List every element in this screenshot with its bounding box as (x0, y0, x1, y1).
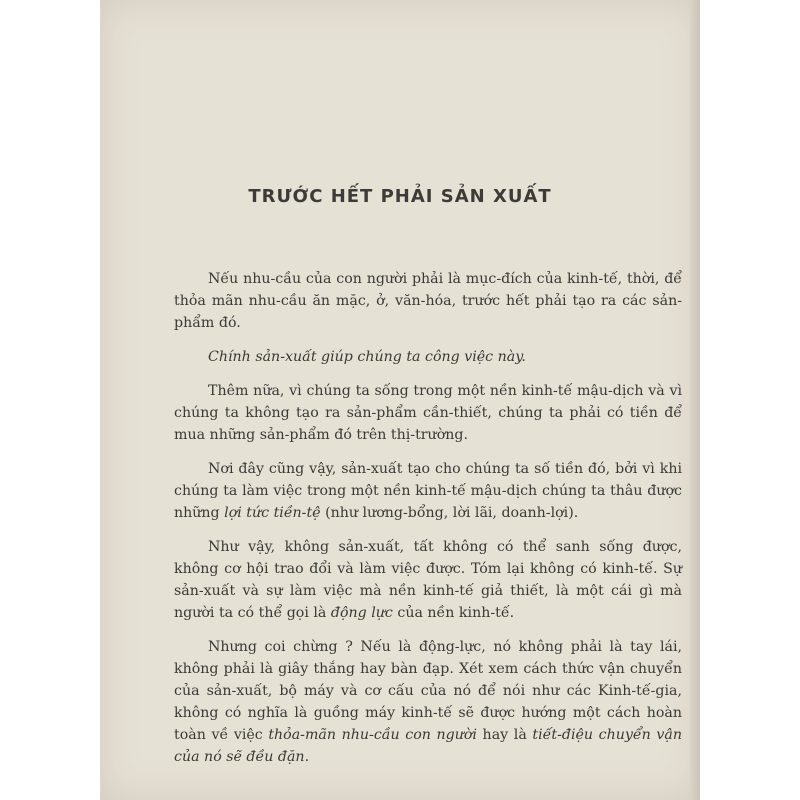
body-text (174, 268, 682, 780)
page-edge (690, 0, 700, 800)
paragraph-4 (174, 458, 682, 524)
paragraph-5-italic: động lực (330, 605, 393, 621)
paragraph-4-text-a: Nơi đây cũng vậy, sản-xuất tạo cho chúng ta số tiền đó, bởi vì khi chúng ta làm việc trong một nền kinh-tế mậu-dịch chúng ta thâu được những (174, 461, 682, 521)
paragraph-5-text-a: Như vậy, không sản-xuất, tất không có thể sanh sống được, không cơ hội trao đổi và làm việc được. Tóm lại không có kinh-tế. Sự sản-xuất và sự làm việc mà nền kinh-tế giả thiết, là một cái gì mà người ta có thể gọi là (174, 539, 682, 621)
paragraph-1: Nếu nhu-cầu của con người phải là mục-đích của kinh-tế, thời, để thỏa mãn nhu-cầu ăn mặc, ở, văn-hóa, trước hết phải tạo ra các sản-phẩm đó. (174, 271, 682, 331)
paragraph-6 (174, 636, 682, 768)
paragraph-3: Thêm nữa, vì chúng ta sống trong một nền kinh-tế mậu-dịch và vì chúng ta không tạo ra sản-phẩm cần-thiết, chúng ta phải có tiền để mua những sản-phẩm đó trên thị-trường. (174, 383, 682, 443)
paragraph-6-italic-2: tiết-điệu chuyển vận của nó sẽ đều đặn (174, 727, 682, 765)
paragraph-5-text-b: của nền kinh-tế. (392, 605, 515, 621)
paragraph-2-italic: Chính sản-xuất giúp chúng ta công việc này. (208, 349, 526, 365)
paragraph-4-italic: lợi tức tiền-tệ (224, 505, 321, 521)
paragraph-4-text-b: (như lương-bổng, lời lãi, doanh-lợi). (320, 505, 579, 521)
chapter-heading: TRƯỚC HẾT PHẢI SẢN XUẤT (248, 186, 552, 207)
paragraph-6-text-mid: hay là (476, 727, 533, 743)
paragraph-2 (174, 346, 682, 368)
paragraph-5 (174, 536, 682, 624)
paragraph-6-text-b: . (304, 749, 310, 765)
paragraph-6-italic-1: thỏa-mãn nhu-cầu con người (268, 727, 477, 743)
paragraph-6-text-a: Nhưng coi chừng ? Nếu là động-lực, nó không phải là tay lái, không phải là giây thắng hay bàn đạp. Xét xem cách thức vận chuyển của sản-xuất, bộ máy và cơ cấu của nó để nói như các Kinh-tế-gia, không có nghĩa là guồng máy kinh-tế sẽ được hướng một cách hoàn toàn về việc (174, 639, 682, 743)
